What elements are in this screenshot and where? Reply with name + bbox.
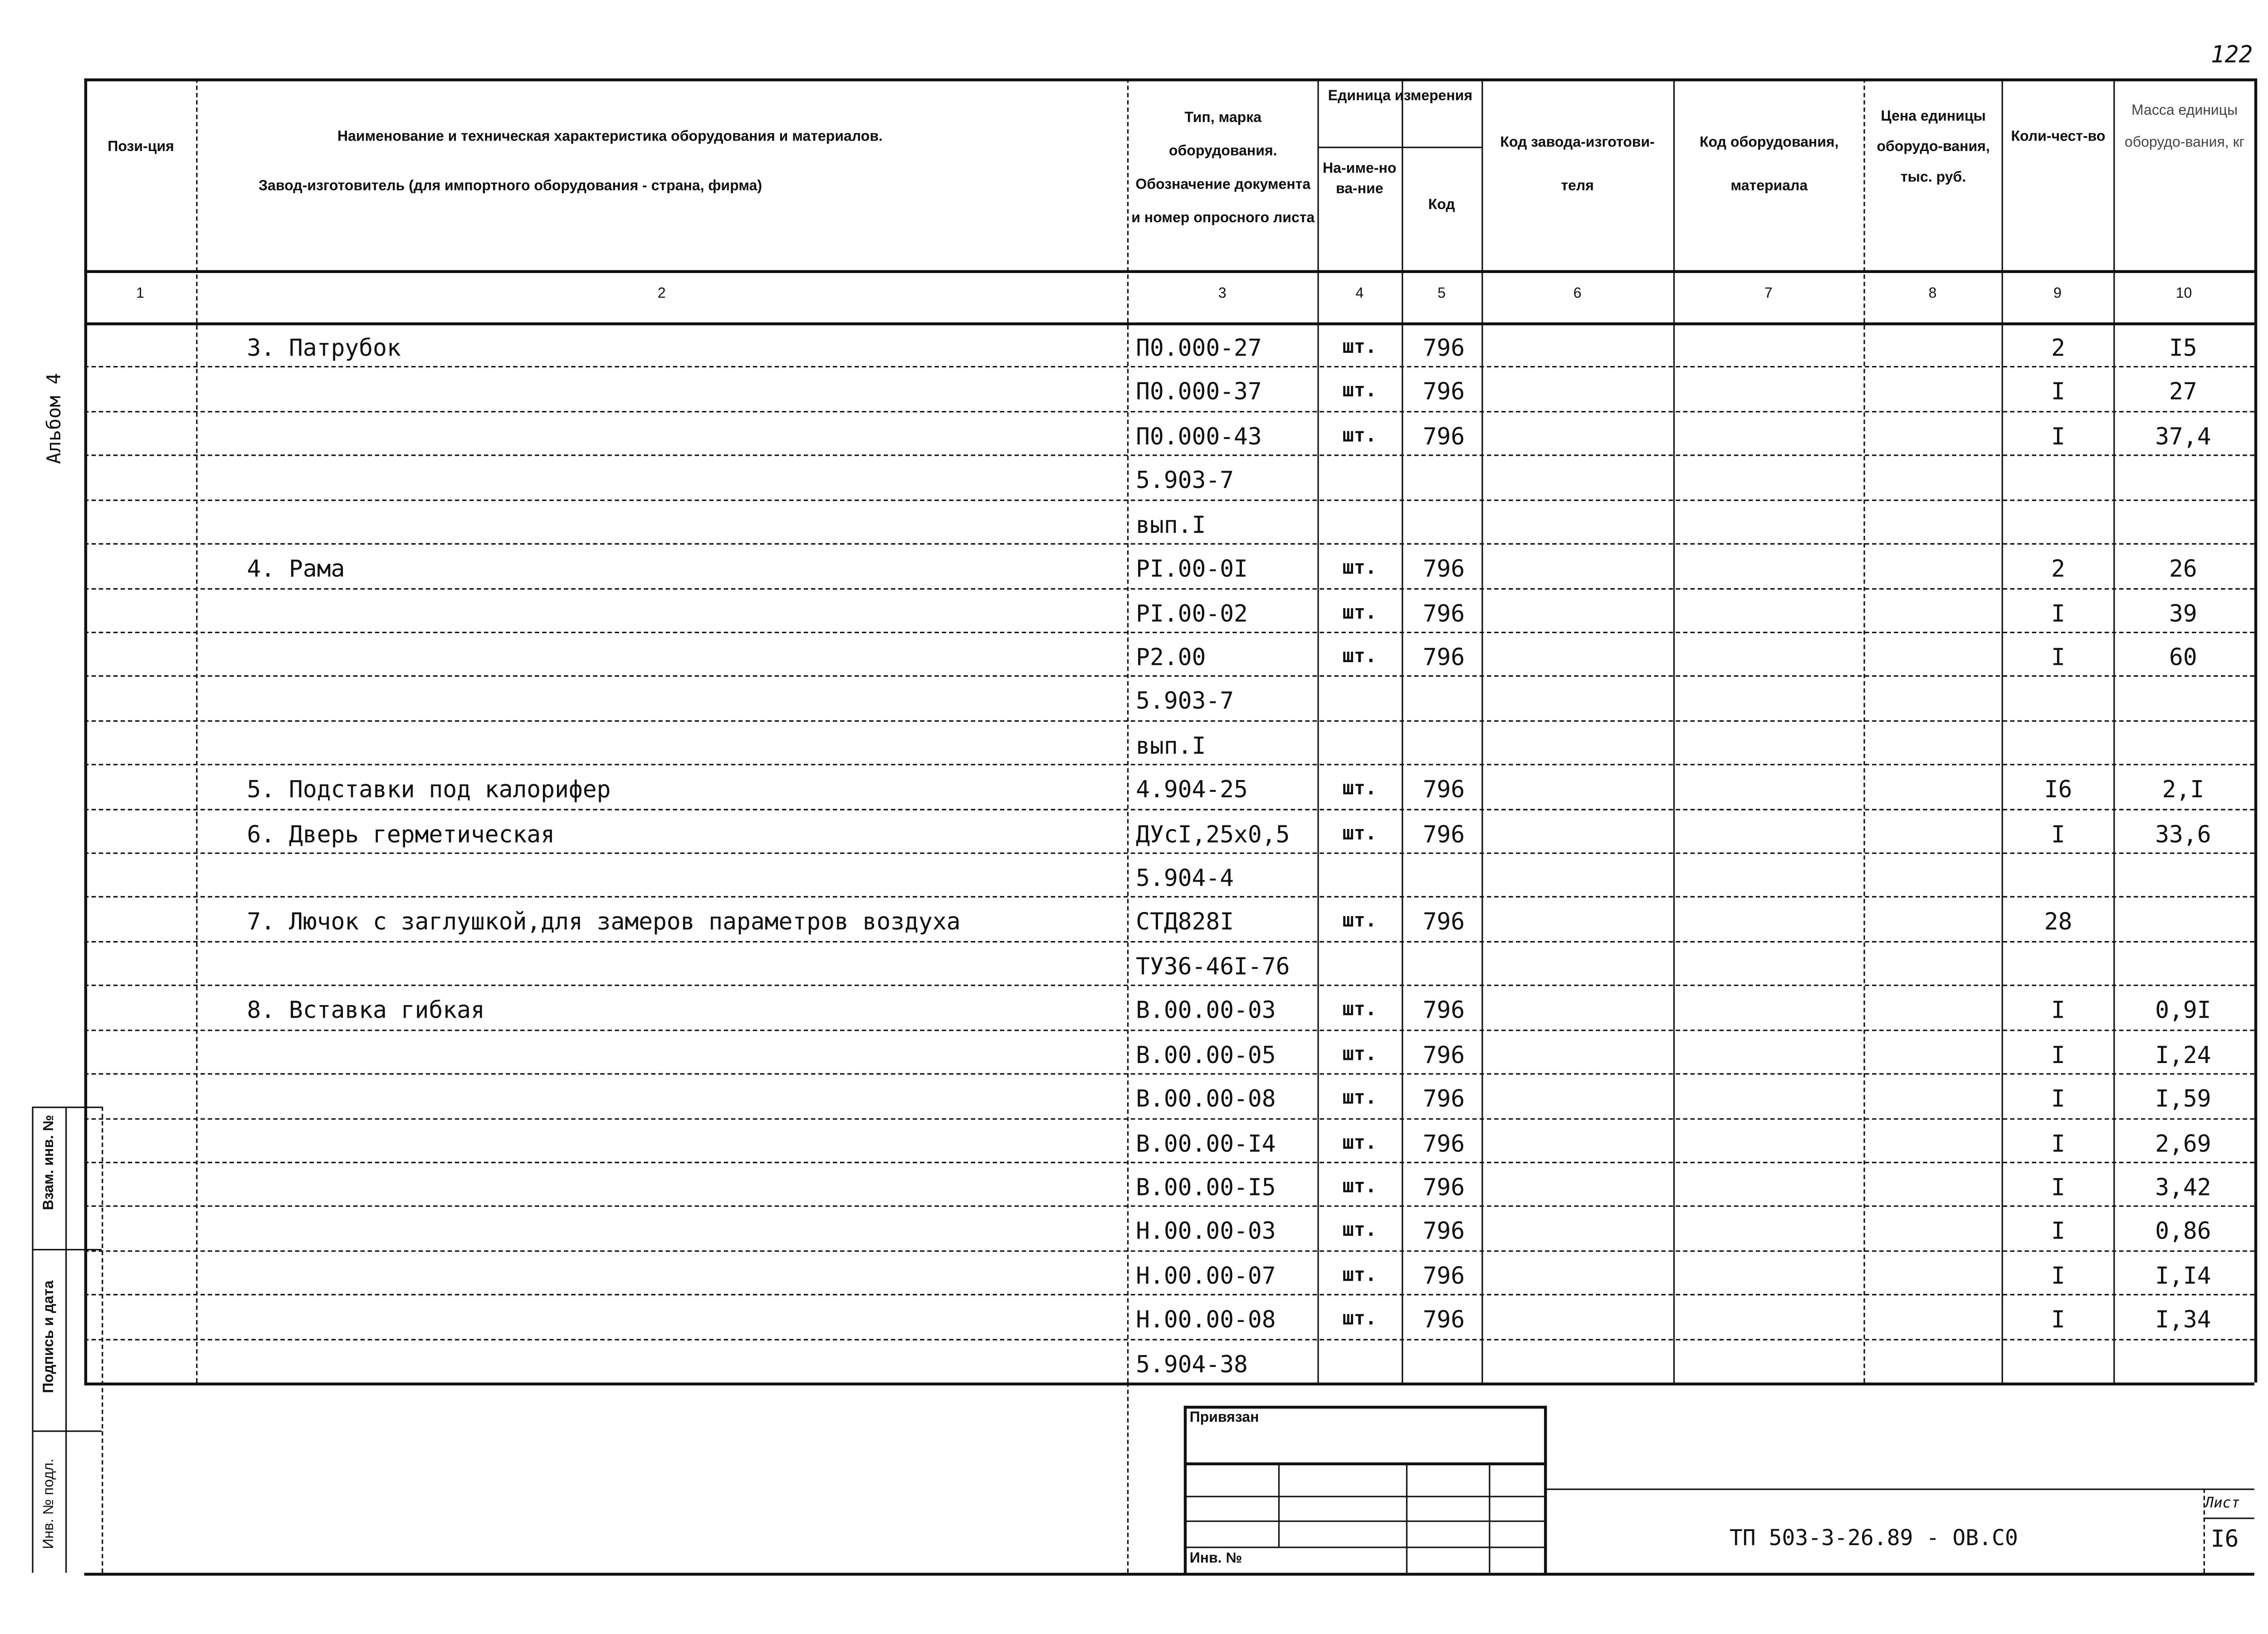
cell-unit: шт. — [1342, 337, 1377, 359]
cell-mass: I,I4 — [2155, 1261, 2211, 1289]
cell-name: 7. Лючок с заглушкой,для замеров параметров воздуха — [247, 908, 961, 936]
table-rule — [1863, 78, 1865, 1383]
cell-type: ДУсI,25x0,5 — [1136, 819, 1290, 848]
sheet-number: I6 — [2210, 1525, 2239, 1553]
table-rule — [84, 1029, 2254, 1030]
cell-unit: шт. — [1342, 1132, 1377, 1154]
cell-unit: шт. — [1342, 911, 1377, 933]
cell-mass: 37,4 — [2155, 422, 2211, 450]
table-rule — [84, 897, 2254, 898]
cell-unit: шт. — [1342, 823, 1377, 845]
header-unit: Единица измерения — [1328, 88, 1473, 105]
album-label: Альбом 4 — [44, 373, 66, 464]
header-unit-code: Код — [1428, 197, 1455, 214]
table-rule — [1406, 1463, 1408, 1573]
table-rule — [1317, 78, 1319, 1383]
table-rule — [84, 1382, 2254, 1385]
table-rule — [32, 1107, 102, 1108]
header-price: Цена единицы оборудо-вания, тыс. руб. — [1877, 109, 1990, 186]
column-number: 3 — [1218, 286, 1227, 302]
cell-mass: 0,9I — [2155, 996, 2211, 1024]
table-rule — [1673, 78, 1675, 1383]
table-rule — [84, 322, 2254, 325]
cell-mass: 39 — [2169, 599, 2197, 627]
cell-name: 5. Подставки под калорифер — [247, 776, 611, 804]
cell-mass: 60 — [2169, 643, 2197, 671]
cell-code: 796 — [1422, 776, 1465, 804]
cell-unit: шт. — [1342, 602, 1377, 624]
cell-unit: шт. — [1342, 1308, 1377, 1331]
cell-mass: I5 — [2169, 334, 2197, 362]
cell-type: Р2.00 — [1136, 643, 1206, 671]
cell-qty: I — [2051, 1085, 2065, 1113]
sheet-label: Лист — [2204, 1496, 2240, 1512]
cell-mass: 26 — [2169, 555, 2197, 583]
cell-type: 5.903-7 — [1136, 687, 1234, 715]
cell-qty: I — [2051, 996, 2065, 1024]
cell-unit: шт. — [1342, 381, 1377, 403]
cell-qty: I — [2051, 1040, 2065, 1068]
column-number: 4 — [1355, 286, 1364, 302]
column-number: 6 — [1573, 286, 1582, 302]
cell-name: 3. Патрубок — [247, 334, 401, 362]
cell-unit: шт. — [1342, 1176, 1377, 1198]
header-equipment-code: Код оборудования, материала — [1699, 135, 1839, 195]
cell-code: 796 — [1422, 1129, 1465, 1157]
header-name-line1: Наименование и техническая характеристика оборудования и материалов. — [337, 129, 883, 146]
cell-type: 5.904-4 — [1136, 864, 1234, 892]
table-rule — [84, 676, 2254, 677]
stamp-replacement-inv: Взам. инв. № — [41, 1115, 58, 1210]
table-rule — [1127, 78, 1129, 1383]
cell-type: П0.000-37 — [1136, 378, 1262, 406]
table-rule — [84, 270, 2254, 273]
cell-unit: шт. — [1342, 778, 1377, 800]
cell-type: В.00.00-08 — [1136, 1085, 1276, 1113]
cell-mass: 2,69 — [2155, 1129, 2211, 1157]
cell-code: 796 — [1422, 996, 1465, 1024]
table-rule — [32, 1249, 102, 1250]
table-rule — [2113, 78, 2115, 1383]
header-quantity: Коли-чест-во — [2011, 129, 2106, 146]
table-rule — [84, 632, 2254, 633]
header-plant-code: Код завода-изготови-теля — [1500, 135, 1655, 195]
cell-type: 4.904-25 — [1136, 776, 1248, 804]
table-rule — [1489, 1463, 1490, 1573]
column-number: 7 — [1764, 286, 1773, 302]
cell-type: Н.00.00-07 — [1136, 1261, 1276, 1289]
table-rule — [84, 720, 2254, 721]
bound-label: Привязан — [1189, 1410, 1259, 1426]
table-rule — [84, 808, 2254, 810]
cell-type: В.00.00-I4 — [1136, 1129, 1276, 1157]
cell-qty: I — [2051, 599, 2065, 627]
table-rule — [2204, 1517, 2254, 1519]
table-rule — [84, 543, 2254, 545]
table-rule — [84, 1206, 2254, 1207]
cell-mass: 27 — [2169, 378, 2197, 406]
table-rule — [84, 587, 2254, 589]
cell-unit: шт. — [1342, 999, 1377, 1021]
stamp-signature-date: Подпись и дата — [41, 1280, 58, 1393]
table-rule — [84, 1117, 2254, 1119]
cell-type: В.00.00-I5 — [1136, 1173, 1276, 1201]
cell-code: 796 — [1422, 555, 1465, 583]
column-number: 2 — [657, 286, 666, 302]
table-rule — [1317, 146, 1481, 148]
cell-mass: I,24 — [2155, 1040, 2211, 1068]
header-mass: Масса единицы оборудо-вания, кг — [2124, 103, 2245, 151]
table-rule — [2254, 78, 2257, 1383]
cell-qty: I — [2051, 1217, 2065, 1245]
cell-unit: шт. — [1342, 557, 1377, 580]
cell-qty: I — [2051, 378, 2065, 406]
cell-mass: I,59 — [2155, 1085, 2211, 1113]
table-rule — [84, 1338, 2254, 1340]
cell-name: 4. Рама — [247, 555, 345, 583]
cell-code: 796 — [1422, 643, 1465, 671]
column-number: 10 — [2175, 286, 2192, 302]
header-type: Тип, марка оборудования. Обозначение документа и номер опросного листа — [1131, 110, 1315, 227]
cell-qty: 2 — [2051, 555, 2065, 583]
cell-type: 5.904-38 — [1136, 1350, 1248, 1378]
cell-qty: I — [2051, 819, 2065, 848]
cell-type: П0.000-27 — [1136, 334, 1262, 362]
cell-type: В.00.00-03 — [1136, 996, 1276, 1024]
cell-code: 796 — [1422, 1173, 1465, 1201]
cell-mass: 2,I — [2162, 776, 2204, 804]
cell-code: 796 — [1422, 1261, 1465, 1289]
cell-code: 796 — [1422, 1040, 1465, 1068]
table-rule — [84, 853, 2254, 854]
column-number: 5 — [1437, 286, 1446, 302]
table-rule — [84, 1250, 2254, 1251]
cell-code: 796 — [1422, 378, 1465, 406]
table-rule — [84, 366, 2254, 368]
table-rule — [196, 78, 197, 1383]
cell-mass: 0,86 — [2155, 1217, 2211, 1245]
cell-qty: 2 — [2051, 334, 2065, 362]
stamp-original-inv: Инв. № подл. — [41, 1458, 58, 1549]
cell-code: 796 — [1422, 1085, 1465, 1113]
cell-unit: шт. — [1342, 1088, 1377, 1110]
cell-qty: I6 — [2044, 776, 2072, 804]
table-rule — [84, 411, 2254, 412]
table-rule — [1544, 1488, 2254, 1490]
cell-mass: I,34 — [2155, 1306, 2211, 1334]
table-rule — [84, 455, 2254, 456]
column-number: 9 — [2053, 286, 2062, 302]
table-rule — [84, 1573, 2254, 1575]
cell-mass: 33,6 — [2155, 819, 2211, 848]
table-rule — [84, 1073, 2254, 1075]
page-number: 122 — [2210, 40, 2253, 68]
cell-qty: 28 — [2044, 908, 2072, 936]
document-code: ТП 503-3-26.89 - ОВ.С0 — [1729, 1525, 2018, 1551]
cell-code: 796 — [1422, 422, 1465, 450]
table-rule — [84, 764, 2254, 766]
cell-mass: 3,42 — [2155, 1173, 2211, 1201]
cell-code: 796 — [1422, 334, 1465, 362]
table-rule — [84, 985, 2254, 986]
table-rule — [65, 1107, 67, 1573]
cell-name: 6. Дверь герметическая — [247, 819, 555, 848]
cell-type: РI.00-0I — [1136, 555, 1248, 583]
header-name-line2: Завод-изготовитель (для импортного оборудования - страна, фирма) — [258, 178, 763, 195]
cell-unit: шт. — [1342, 646, 1377, 668]
cell-type: РI.00-02 — [1136, 599, 1248, 627]
table-rule — [84, 78, 2254, 81]
table-rule — [84, 78, 87, 1383]
cell-type: В.00.00-05 — [1136, 1040, 1276, 1068]
table-rule — [32, 1430, 102, 1432]
cell-code: 796 — [1422, 1217, 1465, 1245]
cell-type: СТД828I — [1136, 908, 1234, 936]
cell-qty: I — [2051, 1306, 2065, 1334]
table-rule — [84, 1161, 2254, 1163]
table-rule — [1127, 1382, 1129, 1572]
cell-qty: I — [2051, 1261, 2065, 1289]
cell-unit: шт. — [1342, 1044, 1377, 1066]
cell-qty: I — [2051, 1173, 2065, 1201]
table-rule — [84, 499, 2254, 500]
table-rule — [1278, 1463, 1280, 1547]
cell-code: 796 — [1422, 1306, 1465, 1334]
cell-code: 796 — [1422, 599, 1465, 627]
cell-code: 796 — [1422, 908, 1465, 936]
inv-label: Инв. № — [1189, 1551, 1242, 1567]
cell-qty: I — [2051, 1129, 2065, 1157]
cell-type: П0.000-43 — [1136, 422, 1262, 450]
table-rule — [84, 941, 2254, 942]
column-number: 1 — [136, 286, 144, 302]
table-rule — [102, 1107, 103, 1573]
table-rule — [84, 1294, 2254, 1296]
cell-type: Н.00.00-03 — [1136, 1217, 1276, 1245]
cell-name: 8. Вставка гибкая — [247, 996, 485, 1024]
cell-code: 796 — [1422, 819, 1465, 848]
header-unit-name: На-име-нова-ние — [1323, 161, 1397, 198]
cell-type: 5.903-7 — [1136, 466, 1234, 494]
cell-qty: I — [2051, 643, 2065, 671]
table-rule — [1402, 78, 1403, 1383]
cell-type: вып.I — [1136, 732, 1206, 759]
column-number: 8 — [1928, 286, 1937, 302]
cell-type: ТУ36-46I-76 — [1136, 952, 1290, 980]
table-rule — [1481, 78, 1483, 1383]
header-position: Пози-ция — [108, 139, 174, 156]
table-rule — [32, 1107, 33, 1573]
cell-type: вып.I — [1136, 511, 1206, 538]
cell-unit: шт. — [1342, 1220, 1377, 1242]
cell-type: Н.00.00-08 — [1136, 1306, 1276, 1334]
cell-unit: шт. — [1342, 425, 1377, 447]
table-rule — [1184, 1406, 1544, 1409]
cell-qty: I — [2051, 422, 2065, 450]
table-rule — [2002, 78, 2003, 1383]
cell-unit: шт. — [1342, 1264, 1377, 1287]
